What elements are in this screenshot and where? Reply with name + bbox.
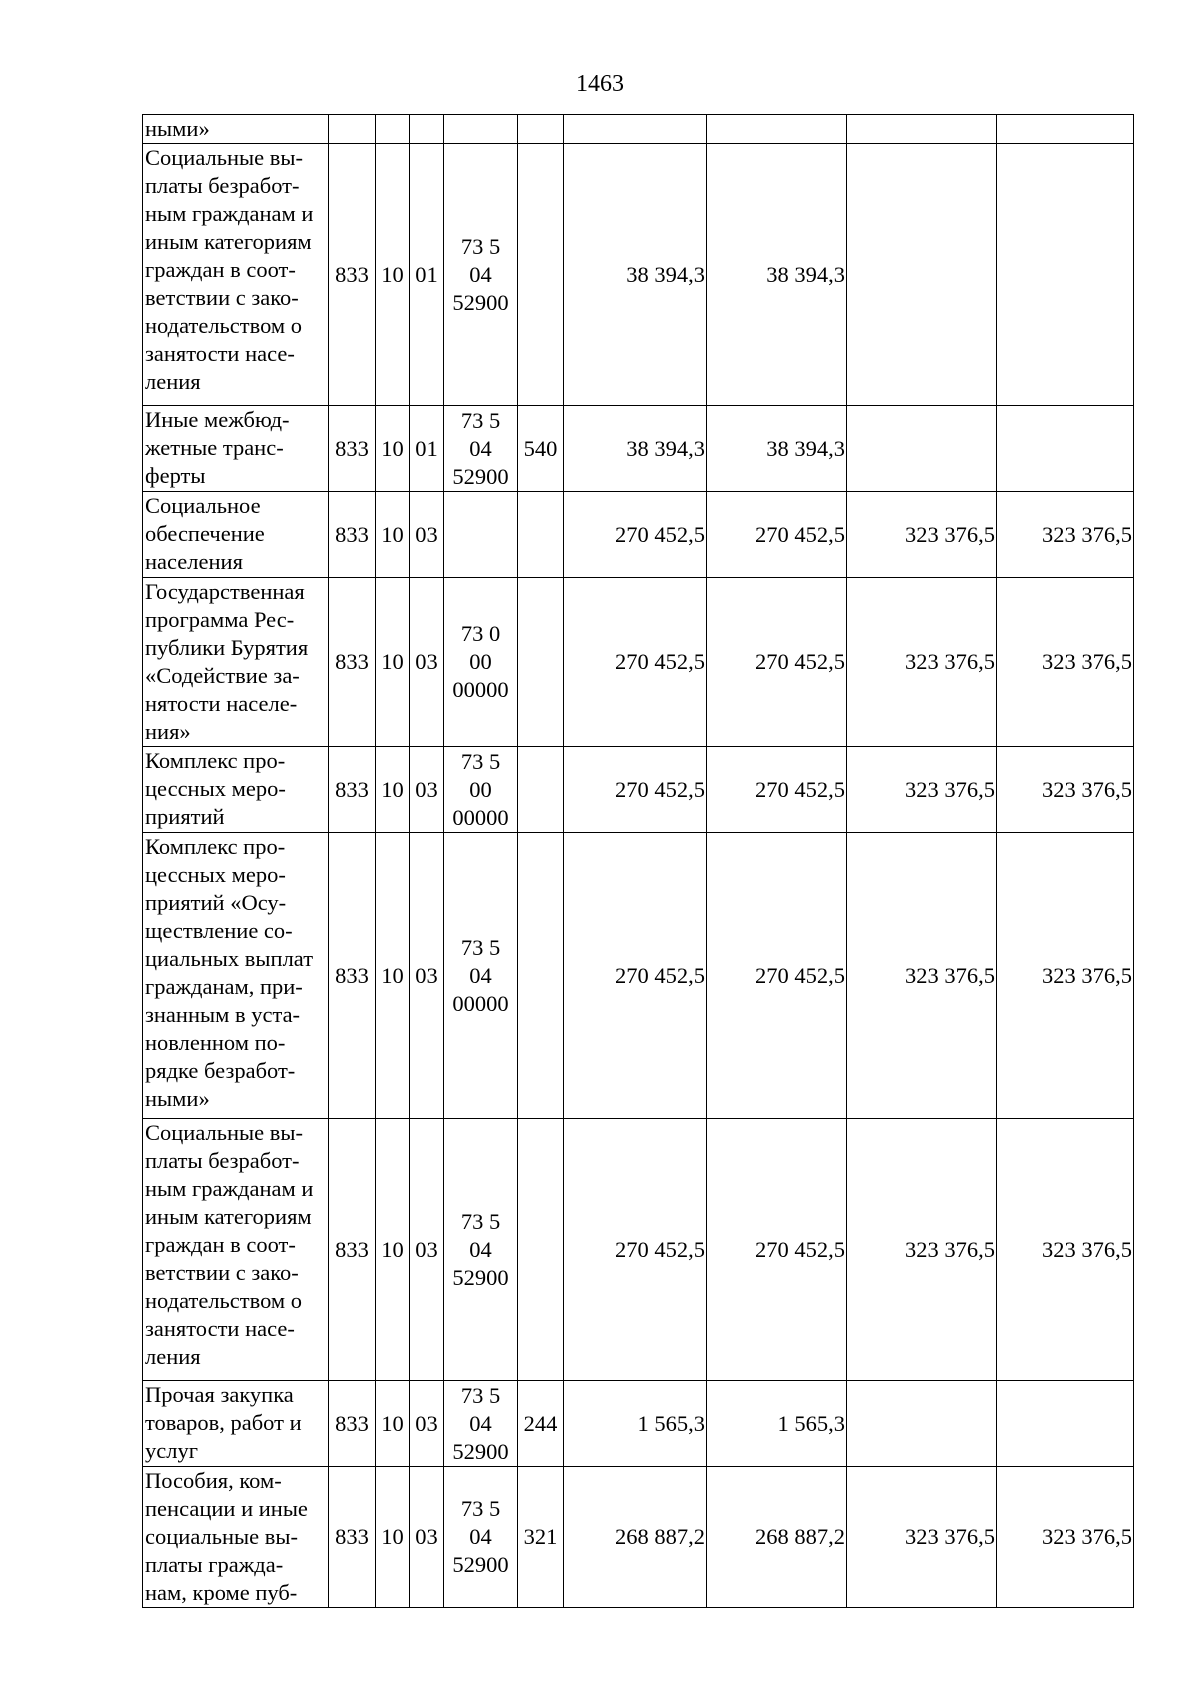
- expense-name-text: Социальные вы- платы безработ- ным гражданам и иным категориям граждан в соот- ветствии с зако- нодательством о занятости насе- ления: [145, 1120, 314, 1369]
- target-article-cell: 73 0 00 00000: [444, 578, 518, 747]
- amount-cell-2: 270 452,5: [707, 833, 847, 1119]
- amount-cell-3: 323 376,5: [847, 578, 997, 747]
- expense-type-cell: 540: [518, 406, 564, 492]
- table-row: [143, 492, 1134, 578]
- grbs-code-cell: 833: [329, 1381, 376, 1467]
- expense-type-cell: [518, 115, 564, 144]
- grbs-code-cell: 833: [329, 578, 376, 747]
- table-row: [143, 578, 1134, 747]
- amount-cell-4: 323 376,5: [997, 492, 1134, 578]
- amount-cell-1: 270 452,5: [564, 747, 707, 833]
- expense-name-text: Прочая закупка товаров, работ и услуг: [145, 1382, 302, 1463]
- amount-cell-4: 323 376,5: [997, 833, 1134, 1119]
- target-article-cell: [444, 492, 518, 578]
- amount-cell-2: 270 452,5: [707, 492, 847, 578]
- amount-cell-1: 38 394,3: [564, 144, 707, 406]
- amount-cell-4: 323 376,5: [997, 747, 1134, 833]
- expense-name-cell: [143, 833, 329, 1119]
- amount-cell-3: 323 376,5: [847, 1467, 997, 1608]
- page-number: 1463: [576, 71, 624, 97]
- amount-cell-4: 323 376,5: [997, 1119, 1134, 1381]
- subsection-code-cell: 01: [410, 144, 444, 406]
- target-article-cell: [444, 115, 518, 144]
- amount-cell-4: [997, 1381, 1134, 1467]
- amount-cell-4: [997, 406, 1134, 492]
- table-row: [143, 144, 1134, 406]
- expense-name-cell: [143, 1467, 329, 1608]
- expense-name-cell: [143, 406, 329, 492]
- amount-cell-1: [564, 115, 707, 144]
- target-article-cell: 73 5 04 52900: [444, 1381, 518, 1467]
- table-row: [143, 406, 1134, 492]
- amount-cell-3: [847, 406, 997, 492]
- subsection-code-cell: 03: [410, 492, 444, 578]
- expense-name-cell: [143, 578, 329, 747]
- subsection-code-cell: 03: [410, 747, 444, 833]
- subsection-code-cell: 03: [410, 578, 444, 747]
- expense-name-cell: [143, 492, 329, 578]
- subsection-code-cell: [410, 115, 444, 144]
- expense-name-text: Социальные вы- платы безработ- ным гражданам и иным категориям граждан в соот- ветствии с зако- нодательством о занятости насе- ления: [145, 145, 314, 394]
- expense-name-text: Комплекс про- цессных меро- приятий «Осу- ществление со- циальных выплат гражданам, при- знанным в уста- новленном по- рядке безработ- ными»: [145, 834, 314, 1111]
- amount-cell-2: 270 452,5: [707, 1119, 847, 1381]
- amount-cell-2: 270 452,5: [707, 747, 847, 833]
- expense-name-cell: [143, 1119, 329, 1381]
- table-row: [143, 115, 1134, 144]
- expense-type-cell: [518, 578, 564, 747]
- grbs-code-cell: 833: [329, 406, 376, 492]
- section-code-cell: 10: [376, 747, 410, 833]
- expense-type-cell: [518, 1119, 564, 1381]
- target-article-cell: 73 5 04 52900: [444, 1119, 518, 1381]
- expense-type-cell: 244: [518, 1381, 564, 1467]
- expense-name-text: ными»: [145, 116, 210, 141]
- expense-name-text: Социальное обеспечение населения: [145, 493, 265, 574]
- amount-cell-1: 1 565,3: [564, 1381, 707, 1467]
- expense-name-cell: [143, 1381, 329, 1467]
- expense-name-text: Государственная программа Рес- публики Бурятия «Содействие за- нятости населе- ния»: [145, 579, 309, 744]
- table-row: [143, 1381, 1134, 1467]
- grbs-code-cell: 833: [329, 1467, 376, 1608]
- target-article-cell: 73 5 04 52900: [444, 1467, 518, 1608]
- section-code-cell: 10: [376, 578, 410, 747]
- amount-cell-4: [997, 115, 1134, 144]
- grbs-code-cell: 833: [329, 747, 376, 833]
- expense-name-text: Пособия, ком- пенсации и иные социальные вы- платы гражда- нам, кроме пуб-: [145, 1468, 308, 1605]
- amount-cell-2: 38 394,3: [707, 144, 847, 406]
- amount-cell-1: 270 452,5: [564, 1119, 707, 1381]
- expense-name-text: Иные межбюд- жетные транс- ферты: [145, 407, 290, 488]
- amount-cell-3: [847, 115, 997, 144]
- table-row: [143, 747, 1134, 833]
- grbs-code-cell: [329, 115, 376, 144]
- section-code-cell: 10: [376, 833, 410, 1119]
- grbs-code-cell: 833: [329, 144, 376, 406]
- amount-cell-2: 270 452,5: [707, 578, 847, 747]
- target-article-cell: 73 5 00 00000: [444, 747, 518, 833]
- subsection-code-cell: 01: [410, 406, 444, 492]
- amount-cell-4: 323 376,5: [997, 1467, 1134, 1608]
- amount-cell-2: 268 887,2: [707, 1467, 847, 1608]
- amount-cell-1: 270 452,5: [564, 492, 707, 578]
- target-article-cell: 73 5 04 52900: [444, 144, 518, 406]
- amount-cell-2: [707, 115, 847, 144]
- amount-cell-3: [847, 144, 997, 406]
- amount-cell-3: 323 376,5: [847, 492, 997, 578]
- expense-type-cell: [518, 144, 564, 406]
- subsection-code-cell: 03: [410, 1381, 444, 1467]
- section-code-cell: 10: [376, 406, 410, 492]
- amount-cell-3: 323 376,5: [847, 747, 997, 833]
- amount-cell-3: 323 376,5: [847, 833, 997, 1119]
- section-code-cell: 10: [376, 1381, 410, 1467]
- section-code-cell: [376, 115, 410, 144]
- amount-cell-3: [847, 1381, 997, 1467]
- expense-type-cell: [518, 492, 564, 578]
- amount-cell-1: 270 452,5: [564, 833, 707, 1119]
- subsection-code-cell: 03: [410, 833, 444, 1119]
- budget-table: [142, 114, 1134, 1608]
- expense-name-text: Комплекс про- цессных меро- приятий: [145, 748, 286, 829]
- amount-cell-1: 270 452,5: [564, 578, 707, 747]
- amount-cell-1: 38 394,3: [564, 406, 707, 492]
- table-row: [143, 833, 1134, 1119]
- table-row: [143, 1119, 1134, 1381]
- expense-type-cell: [518, 833, 564, 1119]
- expense-type-cell: [518, 747, 564, 833]
- amount-cell-4: 323 376,5: [997, 578, 1134, 747]
- section-code-cell: 10: [376, 144, 410, 406]
- amount-cell-1: 268 887,2: [564, 1467, 707, 1608]
- expense-name-cell: [143, 747, 329, 833]
- section-code-cell: 10: [376, 1119, 410, 1381]
- amount-cell-4: [997, 144, 1134, 406]
- grbs-code-cell: 833: [329, 1119, 376, 1381]
- section-code-cell: 10: [376, 1467, 410, 1608]
- subsection-code-cell: 03: [410, 1119, 444, 1381]
- section-code-cell: 10: [376, 492, 410, 578]
- target-article-cell: 73 5 04 00000: [444, 833, 518, 1119]
- grbs-code-cell: 833: [329, 492, 376, 578]
- expense-name-cell: [143, 115, 329, 144]
- amount-cell-2: 1 565,3: [707, 1381, 847, 1467]
- table-row: [143, 1467, 1134, 1608]
- grbs-code-cell: 833: [329, 833, 376, 1119]
- target-article-cell: 73 5 04 52900: [444, 406, 518, 492]
- expense-name-cell: [143, 144, 329, 406]
- expense-type-cell: 321: [518, 1467, 564, 1608]
- amount-cell-2: 38 394,3: [707, 406, 847, 492]
- subsection-code-cell: 03: [410, 1467, 444, 1608]
- amount-cell-3: 323 376,5: [847, 1119, 997, 1381]
